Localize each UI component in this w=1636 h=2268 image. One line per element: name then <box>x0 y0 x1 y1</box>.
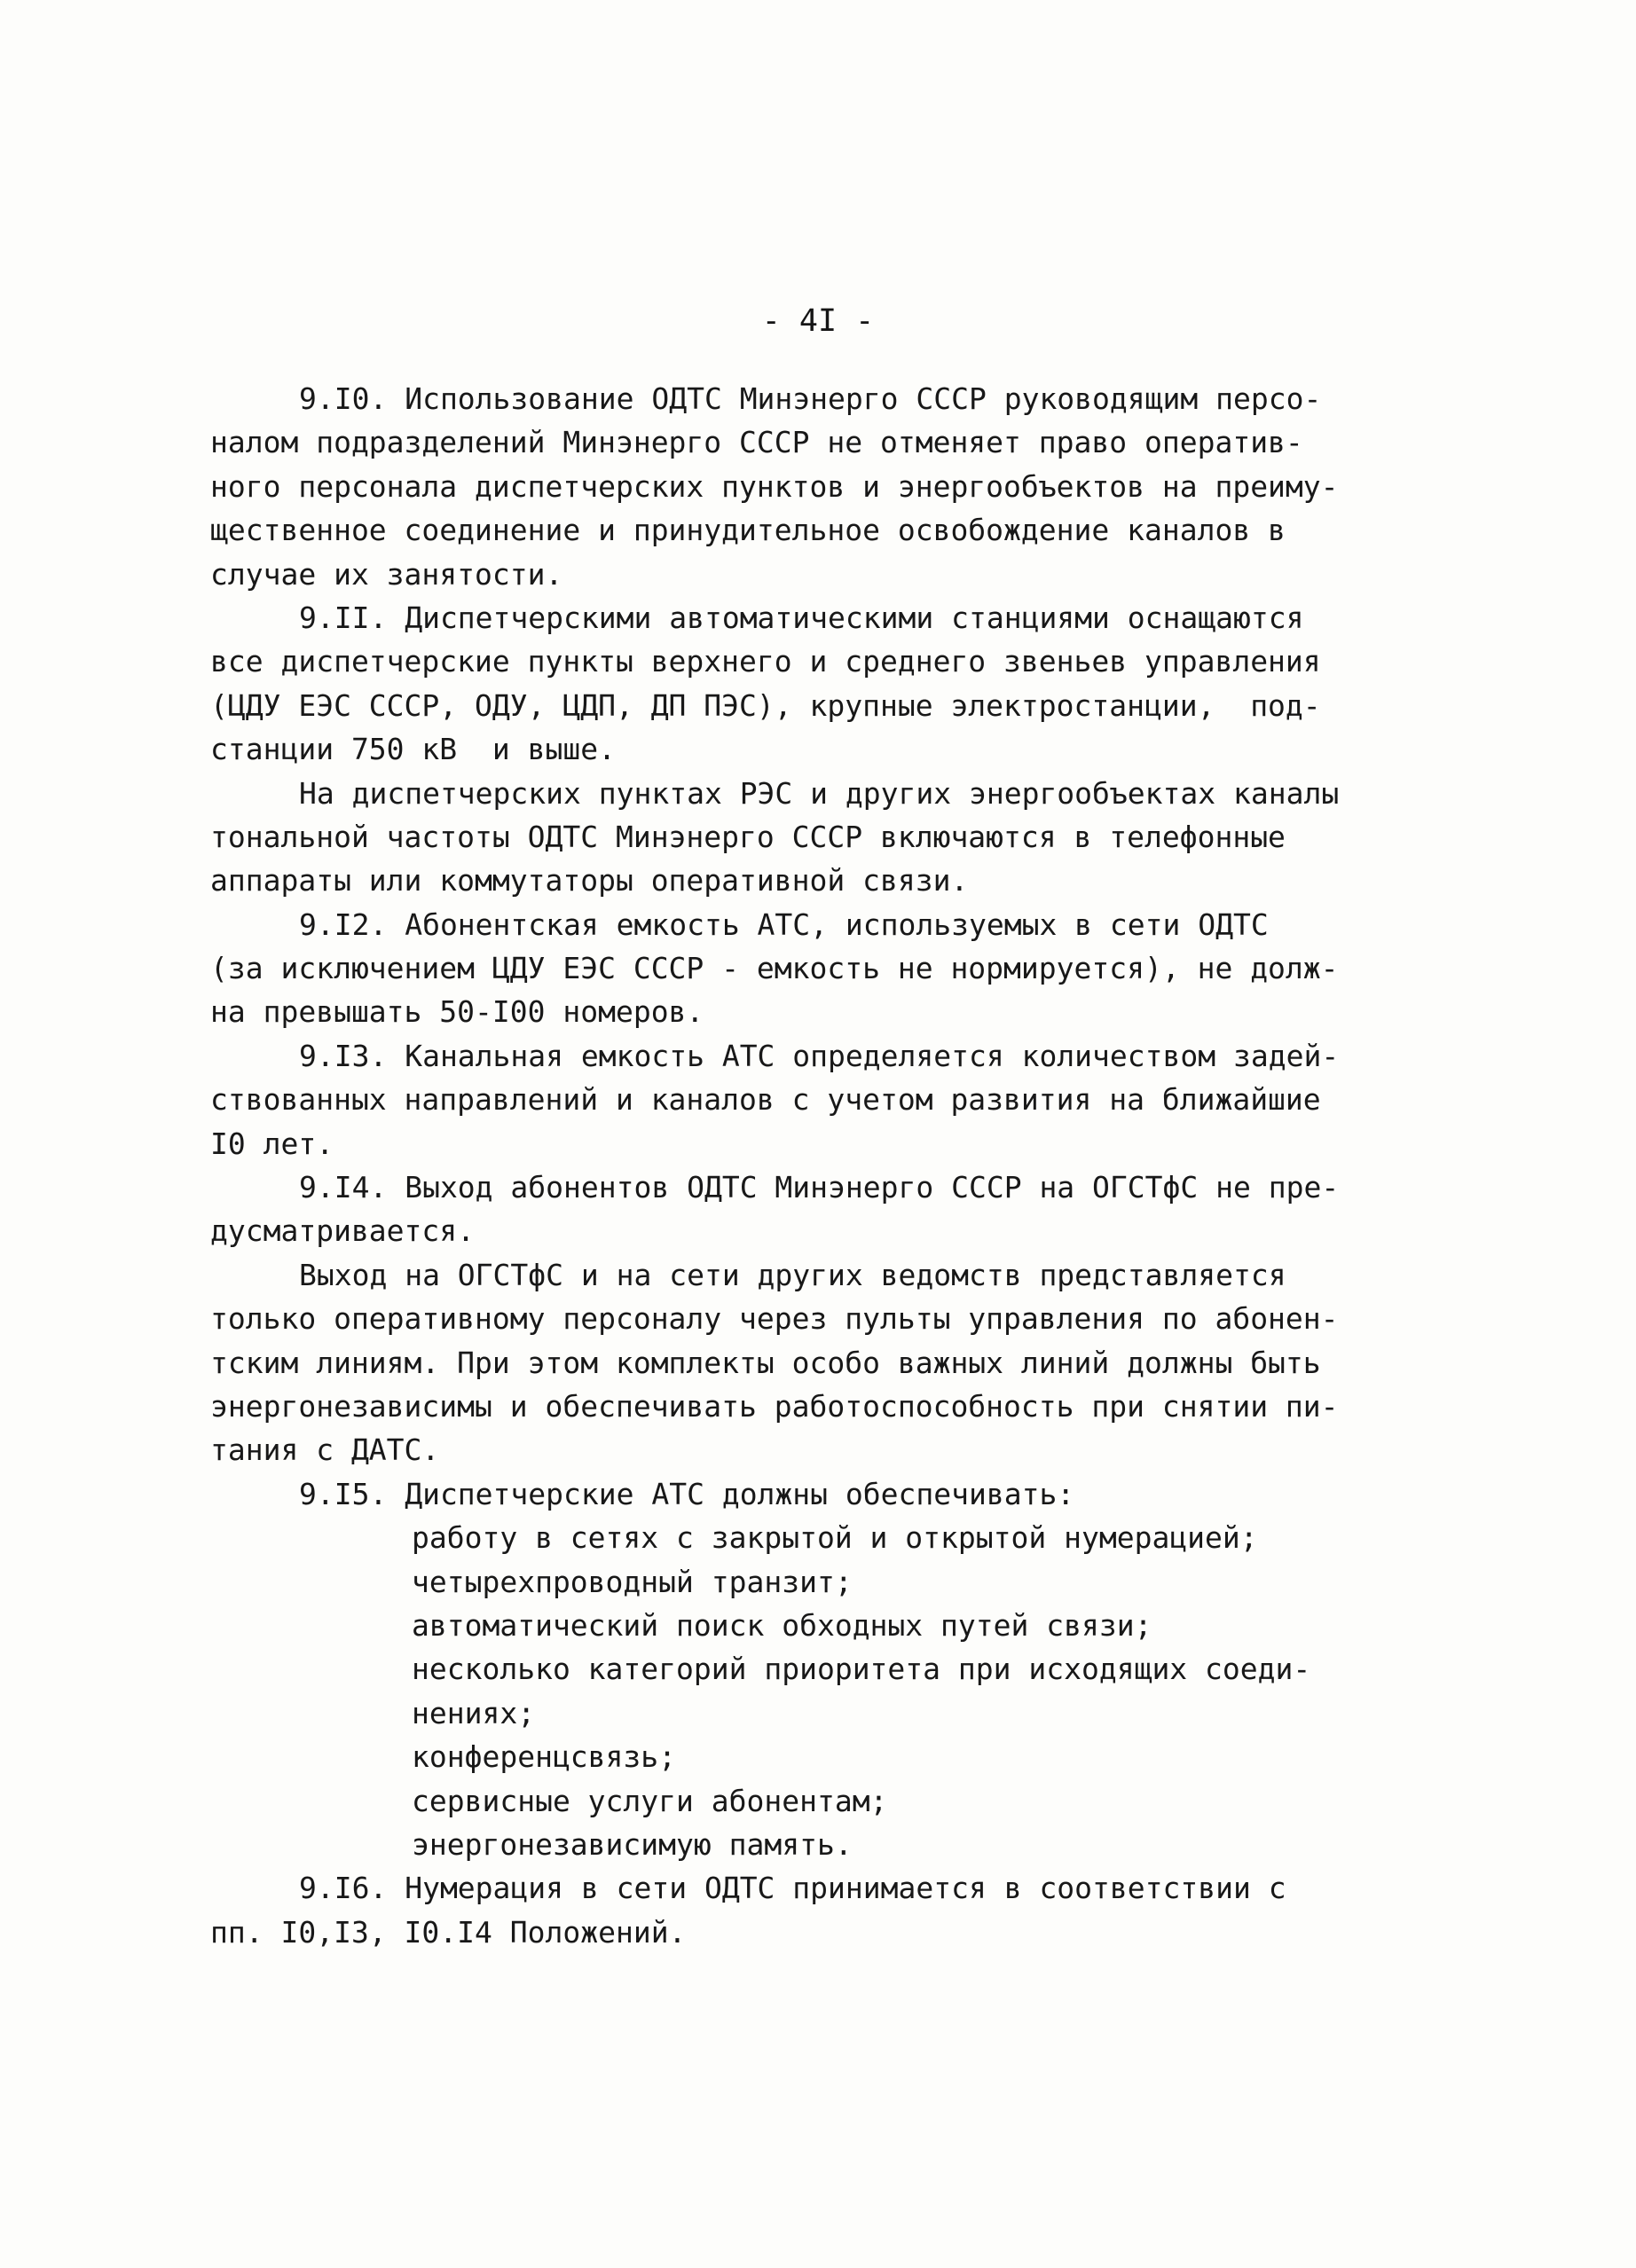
text-line: ствованных направлений и каналов с учетом развития на ближайшие <box>210 1082 1321 1118</box>
text-line: 9.I6. Нумерация в сети ОДТС принимается в соответствии с <box>299 1871 1286 1906</box>
text-line: (ЦДУ ЕЭС СССР, ОДУ, ЦДП, ДП ПЭС), крупные электростанции, под- <box>210 687 1321 723</box>
text-line: 9.I2. Абонентская емкость АТС, используемых в сети ОДТС <box>299 906 1269 942</box>
text-line: Выход на ОГСТфС и на сети других ведомств представляется <box>299 1257 1286 1292</box>
text-line: энергонезависимы и обеспечивать работоспособность при снятии пи- <box>210 1388 1339 1424</box>
text-line: 9.I0. Использование ОДТС Минэнерго СССР руководящим персо- <box>299 381 1322 416</box>
text-line: тания с ДАТС. <box>210 1432 440 1468</box>
document-body <box>210 377 1381 1954</box>
text-line: 9.I3. Канальная емкость АТС определяется количеством задей- <box>299 1038 1340 1073</box>
text-line: пп. I0,I3, I0.I4 Положений. <box>210 1914 687 1950</box>
text-line: все диспетчерские пункты верхнего и среднего звеньев управления <box>210 644 1321 679</box>
text-line: на превышать 50-I00 номеров. <box>210 994 704 1030</box>
text-line: налом подразделений Минэнерго СССР не отменяет право оператив- <box>210 425 1303 460</box>
text-line: аппараты или коммутаторы оперативной связи. <box>210 863 969 899</box>
list-item: энергонезависимую память. <box>412 1826 853 1862</box>
text-line: На диспетчерских пунктах РЭС и других энергообъектах каналы <box>299 775 1340 811</box>
text-line: случае их занятости. <box>210 556 563 592</box>
text-line: тским линиям. При этом комплекты особо важных линий должны быть <box>210 1345 1321 1380</box>
text-line: дусматривается. <box>210 1213 476 1249</box>
list-item: автоматический поиск обходных путей связи; <box>412 1607 1152 1643</box>
text-line: только оперативному персоналу через пульты управления по абонен- <box>210 1301 1339 1337</box>
text-line: 9.II. Диспетчерскими автоматическими станциями оснащаются <box>299 600 1304 635</box>
text-line: тональной частоты ОДТС Минэнерго СССР включаются в телефонные <box>210 819 1286 854</box>
text-line: щественное соединение и принудительное освобождение каналов в <box>210 513 1286 548</box>
list-item: четырехпроводный транзит; <box>412 1564 853 1599</box>
list-item: сервисные услуги абонентам; <box>412 1783 888 1818</box>
text-line: станции 750 кВ и выше. <box>210 732 616 767</box>
list-item: несколько категорий приоритета при исходящих соеди- <box>412 1652 1311 1687</box>
list-item: нениях; <box>412 1695 536 1730</box>
text-line: ного персонала диспетчерских пунктов и энергообъектов на преиму- <box>210 468 1339 504</box>
list-item: конференцсвязь; <box>412 1739 677 1775</box>
text-line: 9.I4. Выход абонентов ОДТС Минэнерго СССР на ОГСТфС не пре- <box>299 1170 1340 1205</box>
text-line: I0 лет. <box>210 1126 334 1161</box>
list-item: работу в сетях с закрытой и открытой нумерацией; <box>412 1520 1258 1556</box>
text-line: (за исключением ЦДУ ЕЭС СССР - емкость не нормируется), не долж- <box>210 951 1339 986</box>
page-number: - 4I - <box>761 303 875 339</box>
text-line: 9.I5. Диспетчерские АТС должны обеспечивать: <box>299 1476 1075 1511</box>
